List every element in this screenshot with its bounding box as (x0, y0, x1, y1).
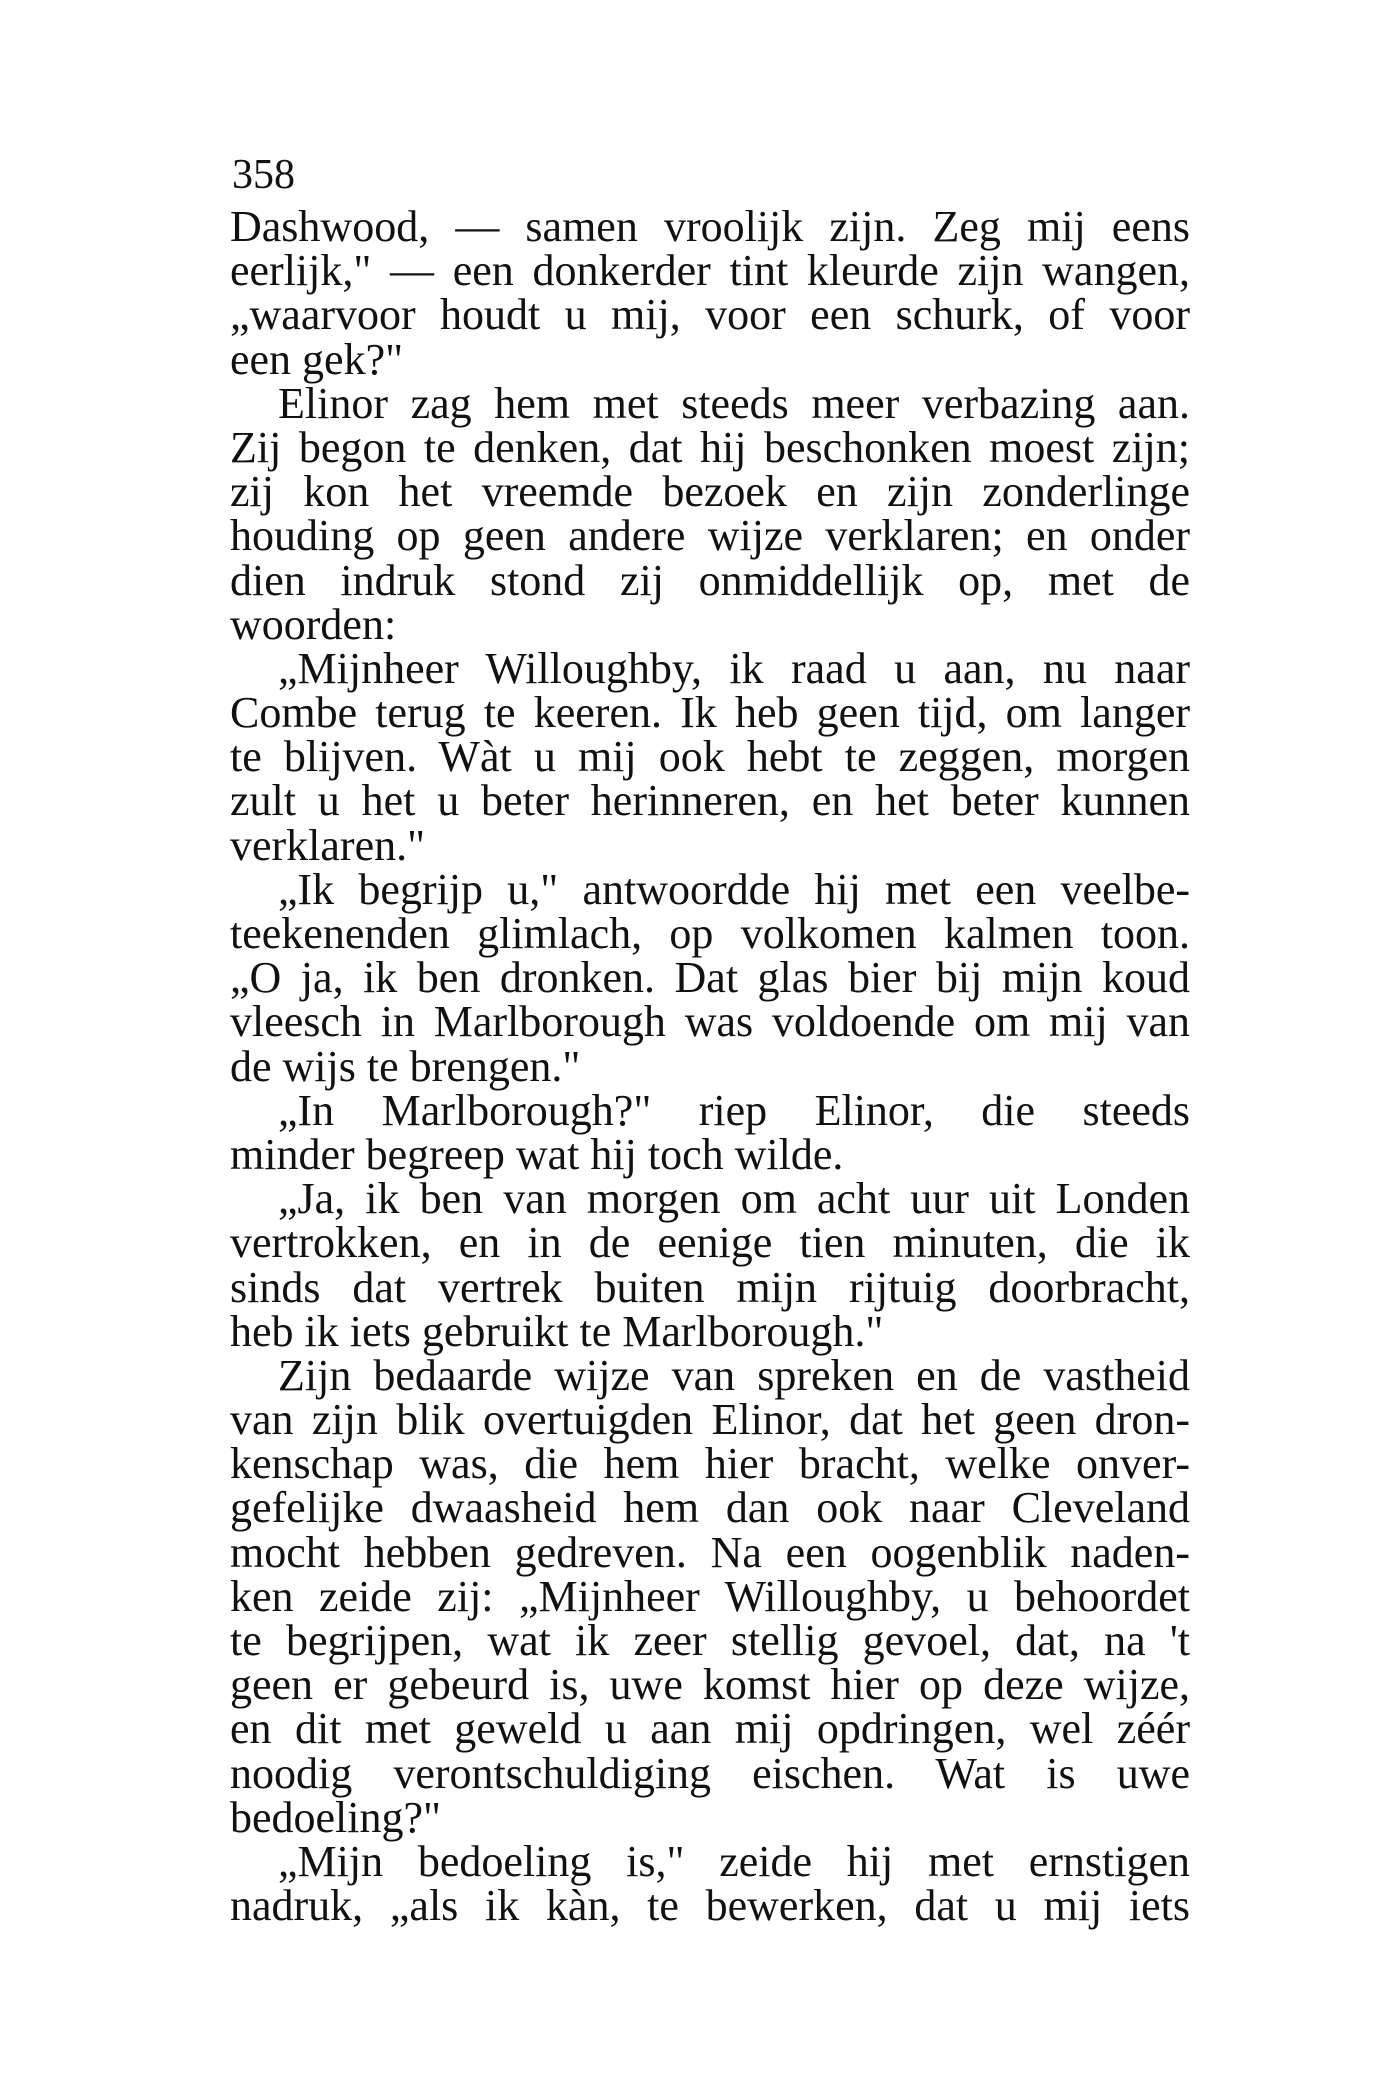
text-line: Elinor zag hem met steeds meer verbazing aan. (278, 378, 1190, 428)
text-line: Dashwood, — samen vroolijk zijn. Zeg mij eens (230, 202, 1190, 251)
text-line: zult u het u beter herinneren, en het beter kunnen (230, 776, 1190, 826)
text-line: heb ik iets gebruikt te Marlborough." (230, 1306, 884, 1356)
text-line: te blijven. Wàt u mij ook hebt te zeggen, morgen (230, 732, 1190, 782)
body-text (230, 202, 1190, 1931)
text-line: „Mijn bedoeling is," zeide hij met ernstigen (278, 1836, 1190, 1886)
text-line: „waarvoor houdt u mij, voor een schurk, of voor (230, 290, 1190, 340)
text-line: Zij begon te denken, dat hij beschonken moest zijn; (230, 422, 1190, 472)
text-line: geen er gebeurd is, uwe komst hier op deze wijze, (230, 1660, 1190, 1710)
text-line: Zijn bedaarde wijze van spreken en de vastheid (278, 1350, 1190, 1400)
text-line: „In Marlborough?" riep Elinor, die steeds (278, 1085, 1190, 1135)
text-line: nadruk, „als ik kàn, te bewerken, dat u mij iets (230, 1881, 1190, 1931)
text-line: Combe terug te keeren. Ik heb geen tijd, om langer (230, 688, 1190, 738)
text-line: verklaren." (230, 820, 426, 870)
text-line: „O ja, ik ben dronken. Dat glas bier bij mijn koud (230, 953, 1190, 1003)
page-number: 358 (232, 152, 295, 198)
text-line: dien indruk stond zij onmiddellijk op, met de (230, 555, 1190, 605)
text-line: de wijs te brengen." (230, 1041, 581, 1091)
text-line: en dit met geweld u aan mij opdringen, wel zéér (230, 1704, 1190, 1754)
text-line: vleesch in Marlborough was voldoende om mij van (230, 997, 1190, 1047)
text-line: kenschap was, die hem hier bracht, welke onver- (230, 1439, 1190, 1489)
text-line: zij kon het vreemde bezoek en zijn zonderlinge (230, 467, 1190, 517)
text-line: woorden: (230, 599, 397, 649)
text-line: vertrokken, en in de eenige tien minuten, die ik (230, 1218, 1190, 1268)
text-line: houding op geen andere wijze verklaren; en onder (230, 511, 1190, 561)
text-line: „Ik begrijp u," antwoordde hij met een veelbe- (278, 864, 1190, 914)
text-line: teekenenden glimlach, op volkomen kalmen toon. (230, 909, 1190, 958)
text-line: te begrijpen, wat ik zeer stellig gevoel, dat, na 't (230, 1616, 1190, 1665)
text-line: gefelijke dwaasheid hem dan ook naar Cleveland (230, 1483, 1190, 1533)
text-line: noodig verontschuldiging eischen. Wat is uwe (230, 1748, 1190, 1798)
text-line: „Ja, ik ben van morgen om acht uur uit Londen (278, 1174, 1190, 1224)
text-line: bedoeling?" (230, 1792, 441, 1842)
text-line: eerlijk," — een donkerder tint kleurde zijn wangen, (230, 246, 1190, 296)
text-line: minder begreep wat hij toch wilde. (230, 1129, 844, 1179)
text-line: mocht hebben gedreven. Na een oogenblik naden- (230, 1527, 1190, 1577)
text-line: „Mijnheer Willoughby, ik raad u aan, nu naar (278, 643, 1190, 693)
text-line: ken zeide zij: „Mijnheer Willoughby, u behoordet (230, 1571, 1190, 1621)
text-line: sinds dat vertrek buiten mijn rijtuig doorbracht, (230, 1262, 1190, 1312)
text-line: van zijn blik overtuigden Elinor, dat het geen dron- (230, 1395, 1190, 1445)
text-line: een gek?" (230, 334, 404, 384)
